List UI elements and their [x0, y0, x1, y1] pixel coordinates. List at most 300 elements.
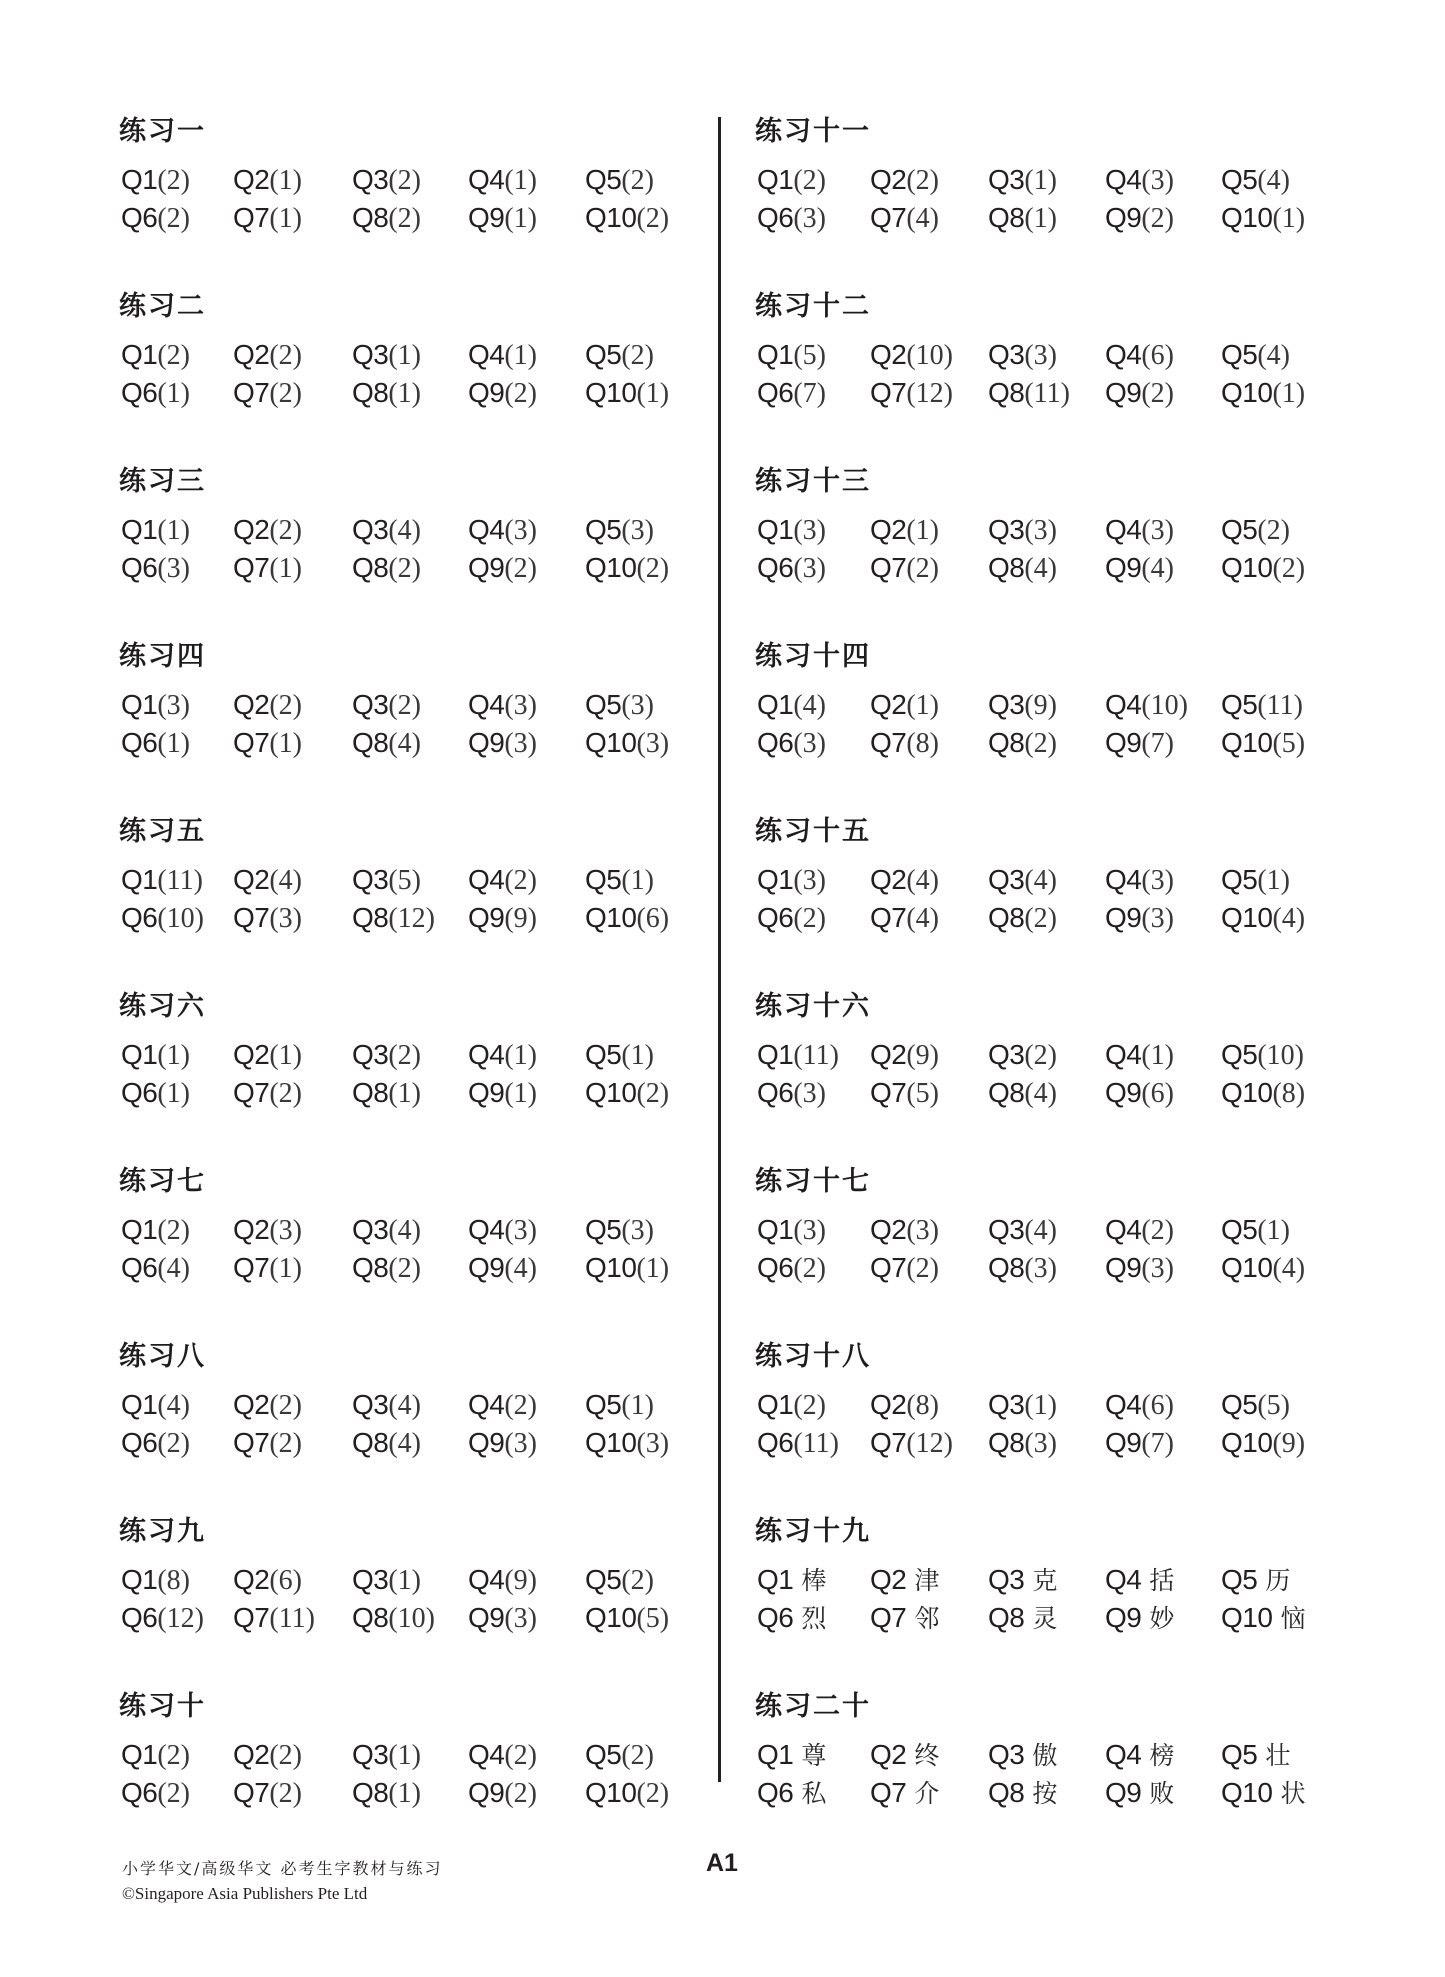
answer-count: (4): [1272, 903, 1306, 934]
answer-item: [233, 1775, 302, 1816]
answer-item: [1221, 1600, 1305, 1641]
answer-item: [757, 1250, 826, 1291]
answer-item: [757, 375, 826, 416]
answer-item: [121, 900, 204, 941]
question-label: Q7: [870, 1252, 907, 1283]
answer-item: [468, 162, 537, 203]
answer-item: [1221, 1775, 1305, 1816]
question-label: Q1: [121, 164, 158, 195]
question-label: Q9: [1105, 552, 1142, 583]
answer-row: [121, 1250, 761, 1286]
answer-count: (3): [1141, 1253, 1175, 1284]
answer-item: [352, 200, 421, 241]
question-label: Q9: [468, 1777, 505, 1808]
answer-count: (2): [793, 1253, 827, 1284]
question-label: Q6: [757, 552, 794, 583]
question-label: Q5: [585, 689, 622, 720]
answer-item: [585, 375, 669, 416]
answer-row: [121, 1562, 761, 1598]
answer-item: [1221, 725, 1305, 766]
question-label: Q3: [988, 514, 1025, 545]
answer-count: (2): [157, 165, 191, 196]
question-label: Q7: [233, 1427, 270, 1458]
answer-row: [121, 1425, 761, 1461]
question-label: Q2: [870, 864, 907, 895]
question-label: Q2: [870, 514, 907, 545]
answer-row: [757, 1737, 1397, 1773]
answer-item: [988, 1562, 1057, 1603]
exercise-section: [755, 991, 1397, 1167]
answer-item: [468, 900, 537, 941]
answer-count: (1): [1024, 203, 1058, 234]
question-label: Q1: [757, 689, 794, 720]
answer-item: [757, 687, 826, 728]
question-label: Q3: [352, 1564, 389, 1595]
answer-count: (6): [1141, 1390, 1175, 1421]
answer-item: [1221, 1075, 1305, 1116]
question-label: Q10: [1221, 1777, 1273, 1808]
answer-count: (12): [906, 1428, 954, 1459]
answer-item: [988, 725, 1057, 766]
answer-item: [870, 550, 939, 591]
question-label: Q2: [233, 339, 270, 370]
question-label: Q7: [870, 1077, 907, 1108]
exercise-title: 练习二十: [755, 1691, 871, 1722]
answer-count: (1): [504, 340, 538, 371]
answer-item: [352, 1562, 421, 1603]
answer-item: [585, 725, 669, 766]
question-label: Q6: [121, 1602, 158, 1633]
answer-count: (3): [793, 203, 827, 234]
answer-count: (1): [388, 378, 422, 409]
answer-item: [121, 1212, 190, 1253]
question-label: Q10: [585, 202, 637, 233]
answer-count: (4): [388, 1428, 422, 1459]
question-label: Q5: [1221, 164, 1258, 195]
answer-item: [585, 512, 654, 553]
answer-count: (2): [504, 1740, 538, 1771]
question-label: Q6: [121, 1427, 158, 1458]
question-label: Q7: [233, 1777, 270, 1808]
answer-item: [1221, 1212, 1290, 1253]
question-label: Q1: [121, 689, 158, 720]
answer-item: [1221, 162, 1290, 203]
answer-count: (1): [1257, 1215, 1291, 1246]
answer-count: (2): [504, 1778, 538, 1809]
answer-item: [352, 1425, 421, 1466]
answer-row: [121, 337, 761, 373]
answer-item: [585, 550, 669, 591]
answer-count: (1): [157, 1040, 191, 1071]
answer-count: (3): [621, 1215, 655, 1246]
answer-item: [468, 1387, 537, 1428]
answer-count: (1): [269, 553, 303, 584]
question-label: Q4: [1105, 1739, 1142, 1770]
exercise-section: [755, 466, 1397, 642]
answer-item: [585, 1425, 669, 1466]
answer-item: [233, 1075, 302, 1116]
question-label: Q10: [1221, 1077, 1273, 1108]
question-label: Q3: [352, 1739, 389, 1770]
answer-count: (1): [388, 340, 422, 371]
answer-count: (10): [1141, 690, 1189, 721]
answer-item: [233, 862, 302, 903]
answer-item: [1105, 550, 1174, 591]
answer-item: [352, 1212, 421, 1253]
answer-item: [233, 1250, 302, 1291]
answer-row: [121, 1775, 761, 1811]
question-label: Q5: [1221, 1564, 1258, 1595]
answer-count: (2): [269, 1740, 303, 1771]
answer-item: [352, 512, 421, 553]
answer-item: [1105, 1425, 1174, 1466]
question-label: Q6: [757, 1252, 794, 1283]
answer-item: [121, 1737, 190, 1778]
answer-count: (2): [1024, 1040, 1058, 1071]
question-label: Q5: [1221, 1214, 1258, 1245]
answer-row: [757, 337, 1397, 373]
question-label: Q5: [585, 1739, 622, 1770]
question-label: Q10: [1221, 377, 1273, 408]
answer-item: [757, 200, 826, 241]
question-label: Q9: [468, 902, 505, 933]
answer-item: [988, 1775, 1057, 1816]
answer-count: (4): [1141, 553, 1175, 584]
answer-count: (2): [906, 553, 940, 584]
answer-count: (4): [388, 515, 422, 546]
question-label: Q5: [1221, 1389, 1258, 1420]
answer-item: [988, 862, 1057, 903]
question-label: Q9: [468, 552, 505, 583]
exercise-section: [119, 991, 761, 1167]
question-label: Q6: [121, 1252, 158, 1283]
answer-count: (4): [1257, 340, 1291, 371]
answer-item: [1221, 200, 1305, 241]
answer-item: [233, 687, 302, 728]
answer-item: [585, 200, 669, 241]
question-label: Q9: [468, 377, 505, 408]
answer-row: [121, 1600, 761, 1636]
question-label: Q2: [233, 1039, 270, 1070]
exercise-title: 练习三: [119, 466, 206, 497]
answer-count: (1): [157, 728, 191, 759]
answer-count: (1): [1024, 1390, 1058, 1421]
exercise-title: 练习十: [119, 1691, 206, 1722]
answer-row: [121, 1387, 761, 1423]
question-label: Q6: [121, 727, 158, 758]
question-label: Q10: [585, 1427, 637, 1458]
question-label: Q3: [988, 1039, 1025, 1070]
answer-count: (3): [636, 1428, 670, 1459]
question-label: Q5: [585, 339, 622, 370]
answer-count: (1): [157, 1078, 191, 1109]
question-label: Q2: [233, 1564, 270, 1595]
answer-count: (4): [906, 865, 940, 896]
question-label: Q4: [468, 1039, 505, 1070]
question-label: Q4: [1105, 864, 1142, 895]
answer-count: (2): [157, 203, 191, 234]
answer-count: (1): [1024, 165, 1058, 196]
answer-item: [468, 337, 537, 378]
question-label: Q2: [870, 1039, 907, 1070]
answer-count: (4): [1024, 553, 1058, 584]
answer-item: [585, 337, 654, 378]
question-label: Q9: [1105, 902, 1142, 933]
question-label: Q5: [585, 1214, 622, 1245]
question-label: Q8: [988, 727, 1025, 758]
answer-count: (9): [906, 1040, 940, 1071]
answer-item: [757, 337, 826, 378]
answer-count: (8): [157, 1565, 191, 1596]
exercise-section: [755, 1166, 1397, 1342]
answer-item: [870, 725, 939, 766]
question-label: Q8: [352, 1427, 389, 1458]
answer-item: [988, 512, 1057, 553]
answer-count: (2): [793, 165, 827, 196]
answer-item: [757, 1600, 826, 1641]
question-label: Q3: [352, 339, 389, 370]
answer-item: [585, 687, 654, 728]
question-label: Q5: [1221, 864, 1258, 895]
answer-count: (4): [793, 690, 827, 721]
answer-count: (2): [388, 553, 422, 584]
answer-count: (2): [269, 1778, 303, 1809]
answer-item: [121, 1425, 190, 1466]
answer-item: [585, 1212, 654, 1253]
answer-item: [233, 512, 302, 553]
answer-item: [1105, 1387, 1174, 1428]
answer-item: [468, 1075, 537, 1116]
question-label: Q9: [468, 1427, 505, 1458]
answer-count: (3): [1024, 1253, 1058, 1284]
answer-item: [988, 550, 1057, 591]
exercise-title: 练习十五: [755, 816, 871, 847]
question-label: Q5: [1221, 1039, 1258, 1070]
answer-row: [121, 550, 761, 586]
question-label: Q5: [1221, 689, 1258, 720]
question-label: Q9: [1105, 1427, 1142, 1458]
answer-count: (3): [157, 690, 191, 721]
question-label: Q7: [870, 1777, 907, 1808]
exercise-section: [119, 1166, 761, 1342]
question-label: Q2: [233, 689, 270, 720]
answer-row: [757, 687, 1397, 723]
question-label: Q2: [233, 514, 270, 545]
answer-character: 妙: [1149, 1604, 1175, 1633]
answer-row: [757, 1600, 1397, 1636]
question-label: Q6: [757, 902, 794, 933]
question-label: Q6: [757, 377, 794, 408]
question-label: Q8: [988, 1777, 1025, 1808]
answer-count: (1): [504, 203, 538, 234]
question-label: Q1: [757, 1039, 794, 1070]
answer-item: [468, 1425, 537, 1466]
question-label: Q3: [988, 864, 1025, 895]
answer-item: [1221, 687, 1303, 728]
answer-count: (1): [906, 515, 940, 546]
answer-item: [585, 1250, 669, 1291]
answer-count: (2): [636, 553, 670, 584]
answer-count: (1): [636, 378, 670, 409]
answer-count: (11): [1024, 378, 1070, 409]
answer-item: [1221, 862, 1290, 903]
question-label: Q10: [585, 552, 637, 583]
answer-count: (3): [1141, 515, 1175, 546]
answer-item: [870, 1600, 939, 1641]
exercise-title: 练习十八: [755, 1341, 871, 1372]
answer-item: [1105, 862, 1174, 903]
answer-count: (2): [269, 515, 303, 546]
answer-character: 败: [1149, 1779, 1175, 1808]
answer-count: (1): [269, 165, 303, 196]
question-label: Q7: [233, 1077, 270, 1108]
answer-item: [870, 162, 939, 203]
question-label: Q6: [121, 902, 158, 933]
answer-item: [870, 1250, 939, 1291]
answer-count: (1): [621, 865, 655, 896]
answer-row: [121, 900, 761, 936]
answer-count: (10): [1257, 1040, 1305, 1071]
answer-character: 克: [1032, 1566, 1058, 1595]
answer-count: (3): [1141, 865, 1175, 896]
answer-item: [757, 1425, 839, 1466]
answer-row: [757, 900, 1397, 936]
answer-count: (1): [1272, 378, 1306, 409]
exercise-title: 练习六: [119, 991, 206, 1022]
answer-count: (12): [388, 903, 436, 934]
question-label: Q4: [1105, 1389, 1142, 1420]
answer-character: 私: [801, 1779, 827, 1808]
answer-item: [468, 725, 537, 766]
answer-count: (7): [1141, 728, 1175, 759]
answer-item: [870, 337, 953, 378]
answer-item: [352, 862, 421, 903]
answer-item: [870, 512, 939, 553]
answer-item: [121, 162, 190, 203]
answer-item: [988, 1737, 1057, 1778]
question-label: Q5: [585, 864, 622, 895]
answer-count: (3): [636, 728, 670, 759]
question-label: Q9: [1105, 1602, 1142, 1633]
answer-item: [233, 1562, 302, 1603]
answer-count: (11): [793, 1428, 839, 1459]
answer-character: 终: [914, 1741, 940, 1770]
answer-item: [1105, 1037, 1174, 1078]
answer-item: [121, 550, 190, 591]
answer-row: [757, 200, 1397, 236]
answer-item: [870, 375, 953, 416]
question-label: Q4: [468, 339, 505, 370]
answer-item: [870, 900, 939, 941]
question-label: Q10: [1221, 1252, 1273, 1283]
answer-item: [468, 1212, 537, 1253]
answer-count: (4): [1272, 1253, 1306, 1284]
answer-row: [757, 1250, 1397, 1286]
answer-item: [352, 337, 421, 378]
question-label: Q8: [352, 1602, 389, 1633]
question-label: Q9: [468, 727, 505, 758]
exercise-section: [755, 116, 1397, 292]
answer-count: (3): [793, 1078, 827, 1109]
answer-item: [468, 1562, 537, 1603]
answer-row: [757, 1037, 1397, 1073]
question-label: Q10: [585, 377, 637, 408]
answer-item: [585, 1037, 654, 1078]
answer-item: [1105, 375, 1174, 416]
question-label: Q6: [757, 1602, 794, 1633]
answer-count: (2): [269, 340, 303, 371]
answer-row: [121, 862, 761, 898]
answer-item: [468, 1775, 537, 1816]
answer-item: [757, 1737, 826, 1778]
answer-count: (3): [504, 690, 538, 721]
question-label: Q7: [870, 1427, 907, 1458]
question-label: Q2: [233, 864, 270, 895]
answer-item: [233, 725, 302, 766]
answer-row: [121, 1037, 761, 1073]
answer-item: [468, 200, 537, 241]
question-label: Q9: [1105, 1777, 1142, 1808]
question-label: Q6: [757, 202, 794, 233]
answer-row: [121, 1075, 761, 1111]
answer-item: [121, 375, 190, 416]
question-label: Q4: [468, 514, 505, 545]
exercise-section: [755, 1516, 1397, 1692]
answer-count: (2): [1141, 203, 1175, 234]
answer-count: (3): [793, 728, 827, 759]
question-label: Q7: [233, 1252, 270, 1283]
question-label: Q7: [870, 727, 907, 758]
answer-item: [468, 550, 537, 591]
question-label: Q5: [585, 514, 622, 545]
answer-item: [870, 1212, 939, 1253]
answer-row: [121, 200, 761, 236]
exercise-title: 练习四: [119, 641, 206, 672]
answer-item: [870, 1037, 939, 1078]
answer-item: [1105, 1212, 1174, 1253]
answer-item: [757, 550, 826, 591]
answer-item: [988, 1212, 1057, 1253]
answer-item: [1105, 1737, 1174, 1778]
answer-count: (2): [621, 165, 655, 196]
answer-count: (2): [157, 1428, 191, 1459]
answer-item: [233, 1037, 302, 1078]
answer-item: [468, 1737, 537, 1778]
answer-item: [1221, 1387, 1290, 1428]
answer-item: [757, 1775, 826, 1816]
answer-item: [468, 375, 537, 416]
question-label: Q1: [757, 864, 794, 895]
question-label: Q10: [585, 1777, 637, 1808]
answer-item: [352, 1037, 421, 1078]
answer-item: [121, 862, 203, 903]
answer-item: [352, 1387, 421, 1428]
answer-count: (7): [793, 378, 827, 409]
question-label: Q7: [870, 202, 907, 233]
answer-item: [233, 1425, 302, 1466]
answer-count: (2): [621, 340, 655, 371]
answer-count: (2): [269, 690, 303, 721]
answer-count: (1): [906, 690, 940, 721]
answer-character: 括: [1149, 1566, 1175, 1595]
answer-row: [121, 687, 761, 723]
exercise-title: 练习十四: [755, 641, 871, 672]
answer-item: [988, 1037, 1057, 1078]
question-label: Q1: [121, 1564, 158, 1595]
question-label: Q1: [757, 1739, 794, 1770]
answer-count: (4): [388, 728, 422, 759]
question-label: Q10: [1221, 552, 1273, 583]
